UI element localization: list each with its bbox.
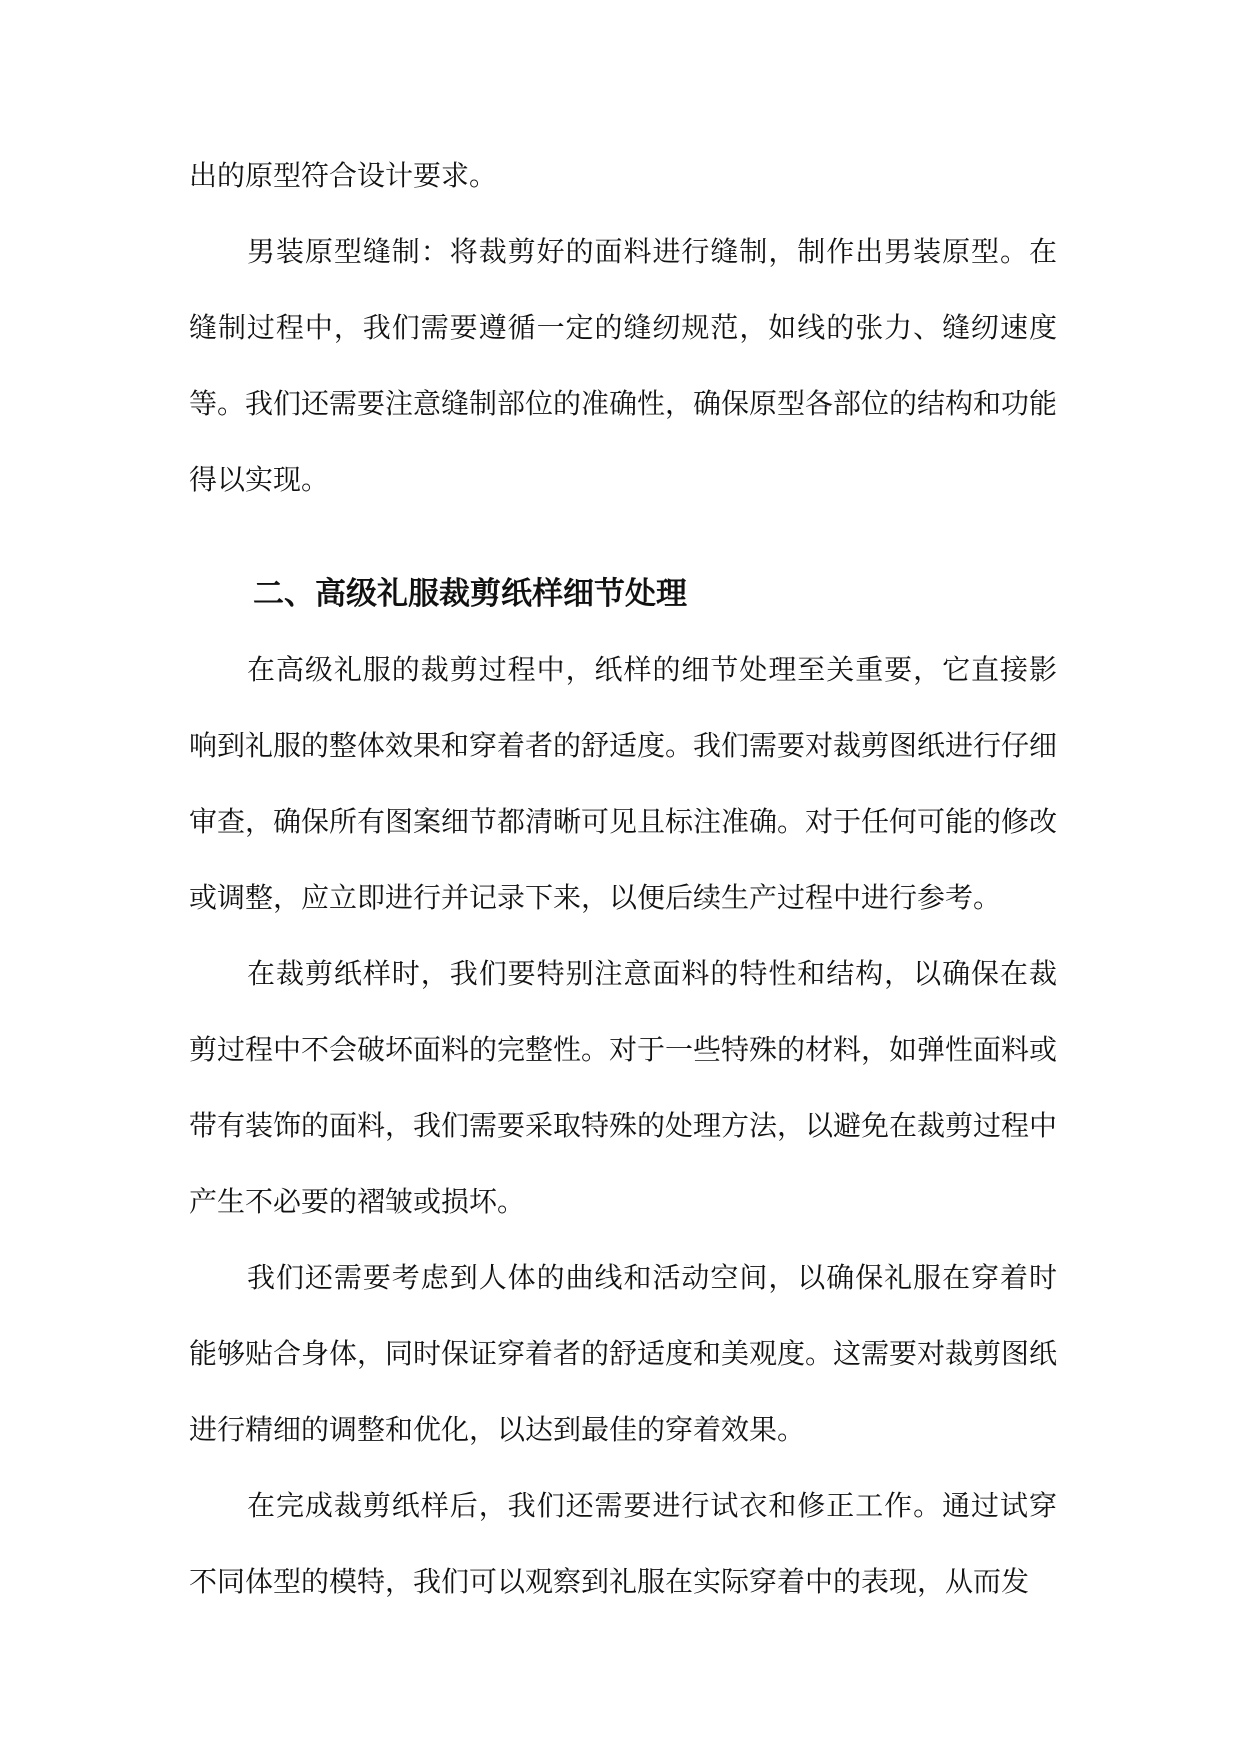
paragraph-fabric-properties: 在裁剪纸样时，我们要特别注意面料的特性和结构，以确保在裁剪过程中不会破坏面料的完整性。对于一些特殊的材料，如弹性面料或带有装饰的面料，我们需要采取特殊的处理方法，以避免在裁剪过程中产生不必要的褶皱或损坏。 [189, 957, 1058, 1218]
paragraph-pattern-details: 在高级礼服的裁剪过程中，纸样的细节处理至关重要，它直接影响到礼服的整体效果和穿着者的舒适度。我们需要对裁剪图纸进行仔细审查，确保所有图案细节都清晰可见且标注准确。对于任何可能的修改或调整，应立即进行并记录下来，以便后续生产过程中进行参考。 [189, 653, 1058, 914]
paragraph-menswear-sewing: 男装原型缝制：将裁剪好的面料进行缝制，制作出男装原型。在缝制过程中，我们需要遵循一定的缝纫规范，如线的张力、缝纫速度等。我们还需要注意缝制部位的准确性，确保原型各部位的结构和功能得以实现。 [189, 235, 1058, 496]
section-spacer [189, 518, 1057, 556]
paragraph-body-fit: 我们还需要考虑到人体的曲线和活动空间，以确保礼服在穿着时能够贴合身体，同时保证穿着者的舒适度和美观度。这需要对裁剪图纸进行精细的调整和优化，以达到最佳的穿着效果。 [189, 1261, 1058, 1446]
section-heading: 二、高级礼服裁剪纸样细节处理 [253, 576, 687, 612]
document-body [189, 138, 1057, 1620]
paragraph-fitting-correction: 在完成裁剪纸样后，我们还需要进行试衣和修正工作。通过试穿不同体型的模特，我们可以观察到礼服在实际穿着中的表现，从而发 [189, 1489, 1057, 1598]
paragraph-continuation: 出的原型符合设计要求。 [189, 159, 498, 192]
